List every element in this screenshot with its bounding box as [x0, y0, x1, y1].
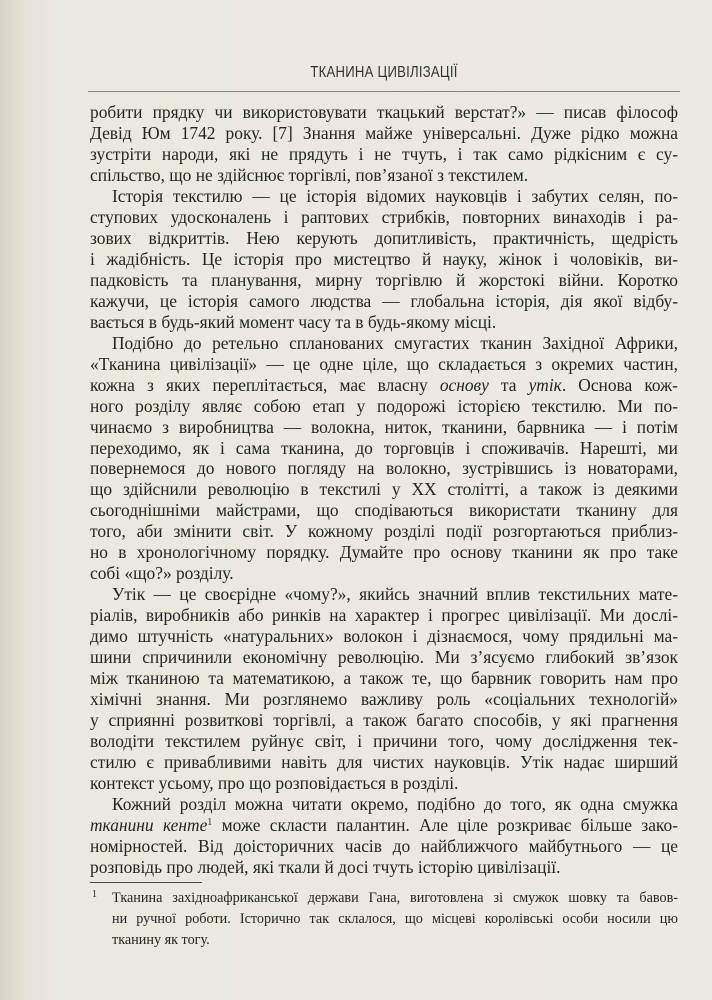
- text-line: «Тканина цивілізації» — це одне ціле, що складається з окремих частин,: [90, 353, 678, 374]
- footnote-mark: 1: [92, 889, 97, 900]
- text-line: вається в будь-який момент часу та в будь-якому місці.: [90, 311, 497, 332]
- text-line: зових відкриттів. Нею керують допитливість, практичність, щедрість: [90, 227, 678, 248]
- text-line: того, аби змінити світ. У кожному розділі події розгортаються приблиз-: [90, 521, 678, 542]
- text-line: собі «що?» розділу.: [90, 563, 234, 584]
- text-line: між тканиною та математикою, а також те, що барвник говорить нам про: [90, 668, 678, 689]
- footnote-text: Тканина західноафриканської держави Гана, виготовлена зі смужок шовку та бавов-: [112, 890, 678, 906]
- text-line: стилю є привабливими навіть для чистих науковців. Утік надає ширший: [90, 752, 678, 773]
- text-segment: може скласти палантин. Але ціле розкриває більше зако-: [212, 814, 678, 835]
- text-line: спільство, що не здійснює торгівлі, пов’язаної з текстилем.: [90, 164, 529, 185]
- footnote-line: [90, 888, 678, 909]
- footnote-text: тканину як тогу.: [112, 931, 210, 948]
- footnote-reference: 1: [207, 816, 213, 828]
- text-line: і жадібність. Це історія про мистецтво й науку, жінок і чоловіків, ви-: [90, 248, 678, 269]
- text-line: повернемося до нового погляду на волокно, зустрівшись із новаторами,: [90, 458, 678, 479]
- text-line: Подібно до ретельно спланованих смугастих тканин Західної Африки,: [112, 332, 678, 353]
- text-line: ріалів, виробників або ринків на характер і прогрес цивілізації. Ми дослі-: [90, 605, 678, 626]
- text-line: падковість та планування, мирну торгівлю й жорстокі війни. Коротко: [90, 269, 678, 290]
- text-line: що здійснили революцію в текстилі у XX столітті, а також із деякими: [90, 479, 678, 500]
- footnote: [90, 888, 678, 950]
- running-header: ТКАНИНА ЦИВІЛІЗАЦІЇ: [310, 64, 458, 81]
- text-line: кажучи, це історія самого людства — глобальна історія, дія якої відбу-: [90, 290, 678, 311]
- footnote-rule: [90, 882, 202, 883]
- text-line: переходимо, як і сама тканина, до торговців і споживачів. Нарешті, ми: [90, 437, 678, 458]
- body-text: [90, 102, 678, 878]
- text-line: володіти текстилем руйнує світ, і причини того, чому дослідження тек-: [90, 731, 678, 752]
- text-line: Історія текстилю — це історія відомих науковців і забутих селян, по-: [112, 185, 678, 206]
- text-line: чинаємо з виробництва — волокна, ниток, тканини, барвника — і потім: [90, 416, 678, 437]
- text-line: [90, 375, 678, 396]
- text-line: Утік — це своєрідне «чому?», якийсь значний вплив текстильних мате-: [112, 584, 678, 605]
- footnote-line: [90, 930, 678, 951]
- text-line: Кожний розділ можна читати окремо, подібно до того, як одна смужка: [112, 793, 678, 814]
- text-line: Девід Юм 1742 року. [7] Знання майже універсальні. Дуже рідко можна: [90, 122, 678, 143]
- text-line: у сприянні розвиткові торгівлі, а також багато способів, у які прагнення: [90, 710, 678, 731]
- text-line: шини спричинили економічну революцію. Ми з’ясуємо глибокий зв’язок: [90, 647, 678, 668]
- text-line: контекст усьому, про що розповідається в розділі.: [90, 773, 459, 793]
- text-line: ного розділу являє собою етап у подорожі історією текстилю. Ми по-: [90, 395, 678, 416]
- text-line: хімічні знання. Ми розглянемо важливу роль «соціальних технологій»: [90, 689, 678, 710]
- text-line: робити прядку чи використовувати ткацький верстат?» — писав філософ: [90, 102, 678, 122]
- text-line: ступових удосконалень і раптових стрибків, повторних винаходів і ра-: [90, 206, 678, 227]
- text-segment: кожна з яких переплітається, має власну: [90, 374, 440, 395]
- text-line: зустріти народи, які не прядуть і не тчуть, і так само рідкісним є су-: [90, 143, 678, 164]
- text-line: димо штучність «натуральних» волокон і дізнаємося, чому прядильні ма-: [90, 626, 678, 647]
- text-line: но в хронологічному порядку. Думайте про основу тканини як про таке: [90, 542, 678, 563]
- text-segment: та: [488, 374, 529, 395]
- footnote-line: [90, 909, 678, 930]
- header-rule: [88, 91, 680, 92]
- footnote-text: ни ручної роботи. Історично так склалося, що місцеві королівські особи носили цю: [112, 910, 678, 927]
- text-line: розповідь про людей, які ткали й досі тчуть історію цивілізації.: [90, 856, 561, 877]
- italic-term: тканини кенте: [90, 814, 208, 835]
- text-line: номірностей. Від доісторичних часів до найближчого майбутнього — це: [90, 835, 678, 856]
- text-segment: . Основа кож-: [561, 374, 678, 395]
- text-line: сьогоднішніми майстрами, що сподіваються використати тканину для: [90, 500, 678, 521]
- text-line: [90, 815, 678, 836]
- italic-term: утік: [528, 374, 562, 395]
- italic-term: основу: [439, 374, 489, 395]
